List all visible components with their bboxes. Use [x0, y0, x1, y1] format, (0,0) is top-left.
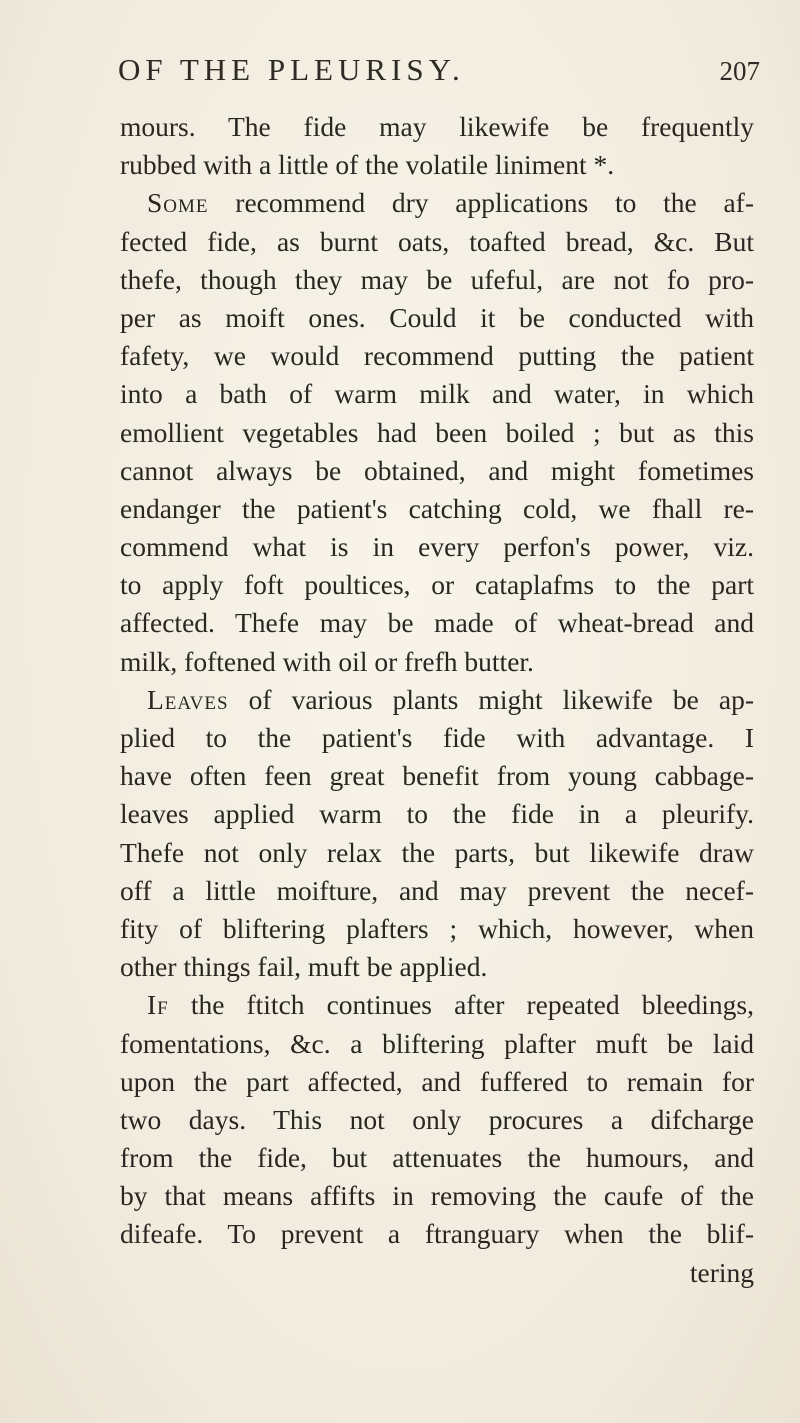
- text-line: [120, 146, 754, 184]
- text-line: [120, 795, 754, 833]
- text-line: [120, 223, 754, 261]
- text-line: [120, 490, 754, 528]
- line-text: fafety, we would recommend putting the patient: [120, 340, 754, 372]
- text-line: [120, 1063, 754, 1101]
- text-line: [120, 986, 754, 1024]
- text-line: [120, 528, 754, 566]
- line-text: emollient vegetables had been boiled ; but as this: [120, 416, 754, 448]
- line-text: fomentations, &c. a bliftering plafter muft be laid: [120, 1027, 754, 1059]
- line-text: fected fide, as burnt oats, toafted bread, &c. But: [120, 225, 754, 257]
- text-line: [120, 261, 754, 299]
- line-text: rubbed with a little of the volatile liniment *.: [120, 149, 615, 181]
- text-line: [120, 1101, 754, 1139]
- paragraph-lead-word: Some: [147, 187, 209, 219]
- paragraph-lead-word: If: [147, 989, 169, 1021]
- page-number: 207: [719, 56, 760, 86]
- text-line: [120, 1139, 754, 1177]
- text-line: [120, 910, 754, 948]
- line-text: cannot always be obtained, and might fometimes: [120, 454, 754, 486]
- paragraph-lead-word: Leaves: [147, 683, 229, 715]
- line-text: into a bath of warm milk and water, in which: [120, 378, 754, 410]
- text-line: [120, 184, 754, 222]
- text-line: [120, 414, 754, 452]
- text-line: [120, 872, 754, 910]
- line-text: off a little moifture, and may prevent the necef-: [120, 874, 754, 906]
- line-text: upon the part affected, and fuffered to remain for: [120, 1065, 754, 1097]
- text-line: [120, 948, 754, 986]
- line-text: per as moift ones. Could it be conducted with: [120, 301, 754, 333]
- text-line: [120, 1215, 754, 1253]
- line-text: to apply foft poultices, or cataplafms to the part: [120, 569, 754, 601]
- text-line: [120, 566, 754, 604]
- text-line: [120, 108, 754, 146]
- line-text: the ftitch continues after repeated bleedings,: [168, 989, 754, 1021]
- text-line: [120, 337, 754, 375]
- line-text: have often feen great benefit from young cabbage-: [120, 760, 754, 792]
- line-text: commend what is in every perfon's power, viz.: [120, 531, 754, 563]
- line-text: fity of bliftering plafters ; which, however, when: [120, 912, 754, 944]
- text-line: [120, 452, 754, 490]
- page-header: [118, 52, 760, 102]
- line-text: endanger the patient's catching cold, we fhall re-: [120, 492, 754, 524]
- text-line: [120, 757, 754, 795]
- line-text: difeafe. To prevent a ftranguary when the blif-: [120, 1218, 754, 1250]
- body-text: [120, 108, 754, 1292]
- text-line: [120, 375, 754, 413]
- line-text: Thefe not only relax the parts, but likewife draw: [120, 836, 754, 868]
- text-line: [120, 604, 754, 642]
- text-line: [120, 834, 754, 872]
- text-line: [120, 1025, 754, 1063]
- text-line: [120, 299, 754, 337]
- line-text: plied to the patient's fide with advantage. I: [120, 722, 754, 753]
- text-line: [120, 681, 754, 719]
- catchword: tering: [689, 1256, 754, 1288]
- line-text: thefe, though they may be ufeful, are not fo pro-: [120, 263, 754, 295]
- line-text: two days. This not only procures a difcharge: [120, 1103, 754, 1135]
- line-text: other things fail, muft be applied.: [120, 951, 488, 983]
- text-line: [120, 1177, 754, 1215]
- line-text: leaves applied warm to the fide in a pleurify.: [120, 798, 754, 830]
- line-text: from the fide, but attenuates the humours, and: [120, 1142, 754, 1174]
- line-text: recommend dry applications to the af-: [208, 187, 754, 219]
- line-text: affected. Thefe may be made of wheat-bread and: [120, 607, 754, 639]
- line-text: of various plants might likewife be ap-: [228, 683, 754, 715]
- text-line: [120, 643, 754, 681]
- text-line: [120, 719, 754, 757]
- line-text: milk, foftened with oil or frefh butter.: [120, 645, 534, 677]
- line-text: by that means affifts in removing the caufe of the: [120, 1180, 754, 1212]
- running-head: OF THE PLEURISY.: [118, 52, 465, 87]
- line-text: mours. The fide may likewife be frequently: [120, 111, 754, 142]
